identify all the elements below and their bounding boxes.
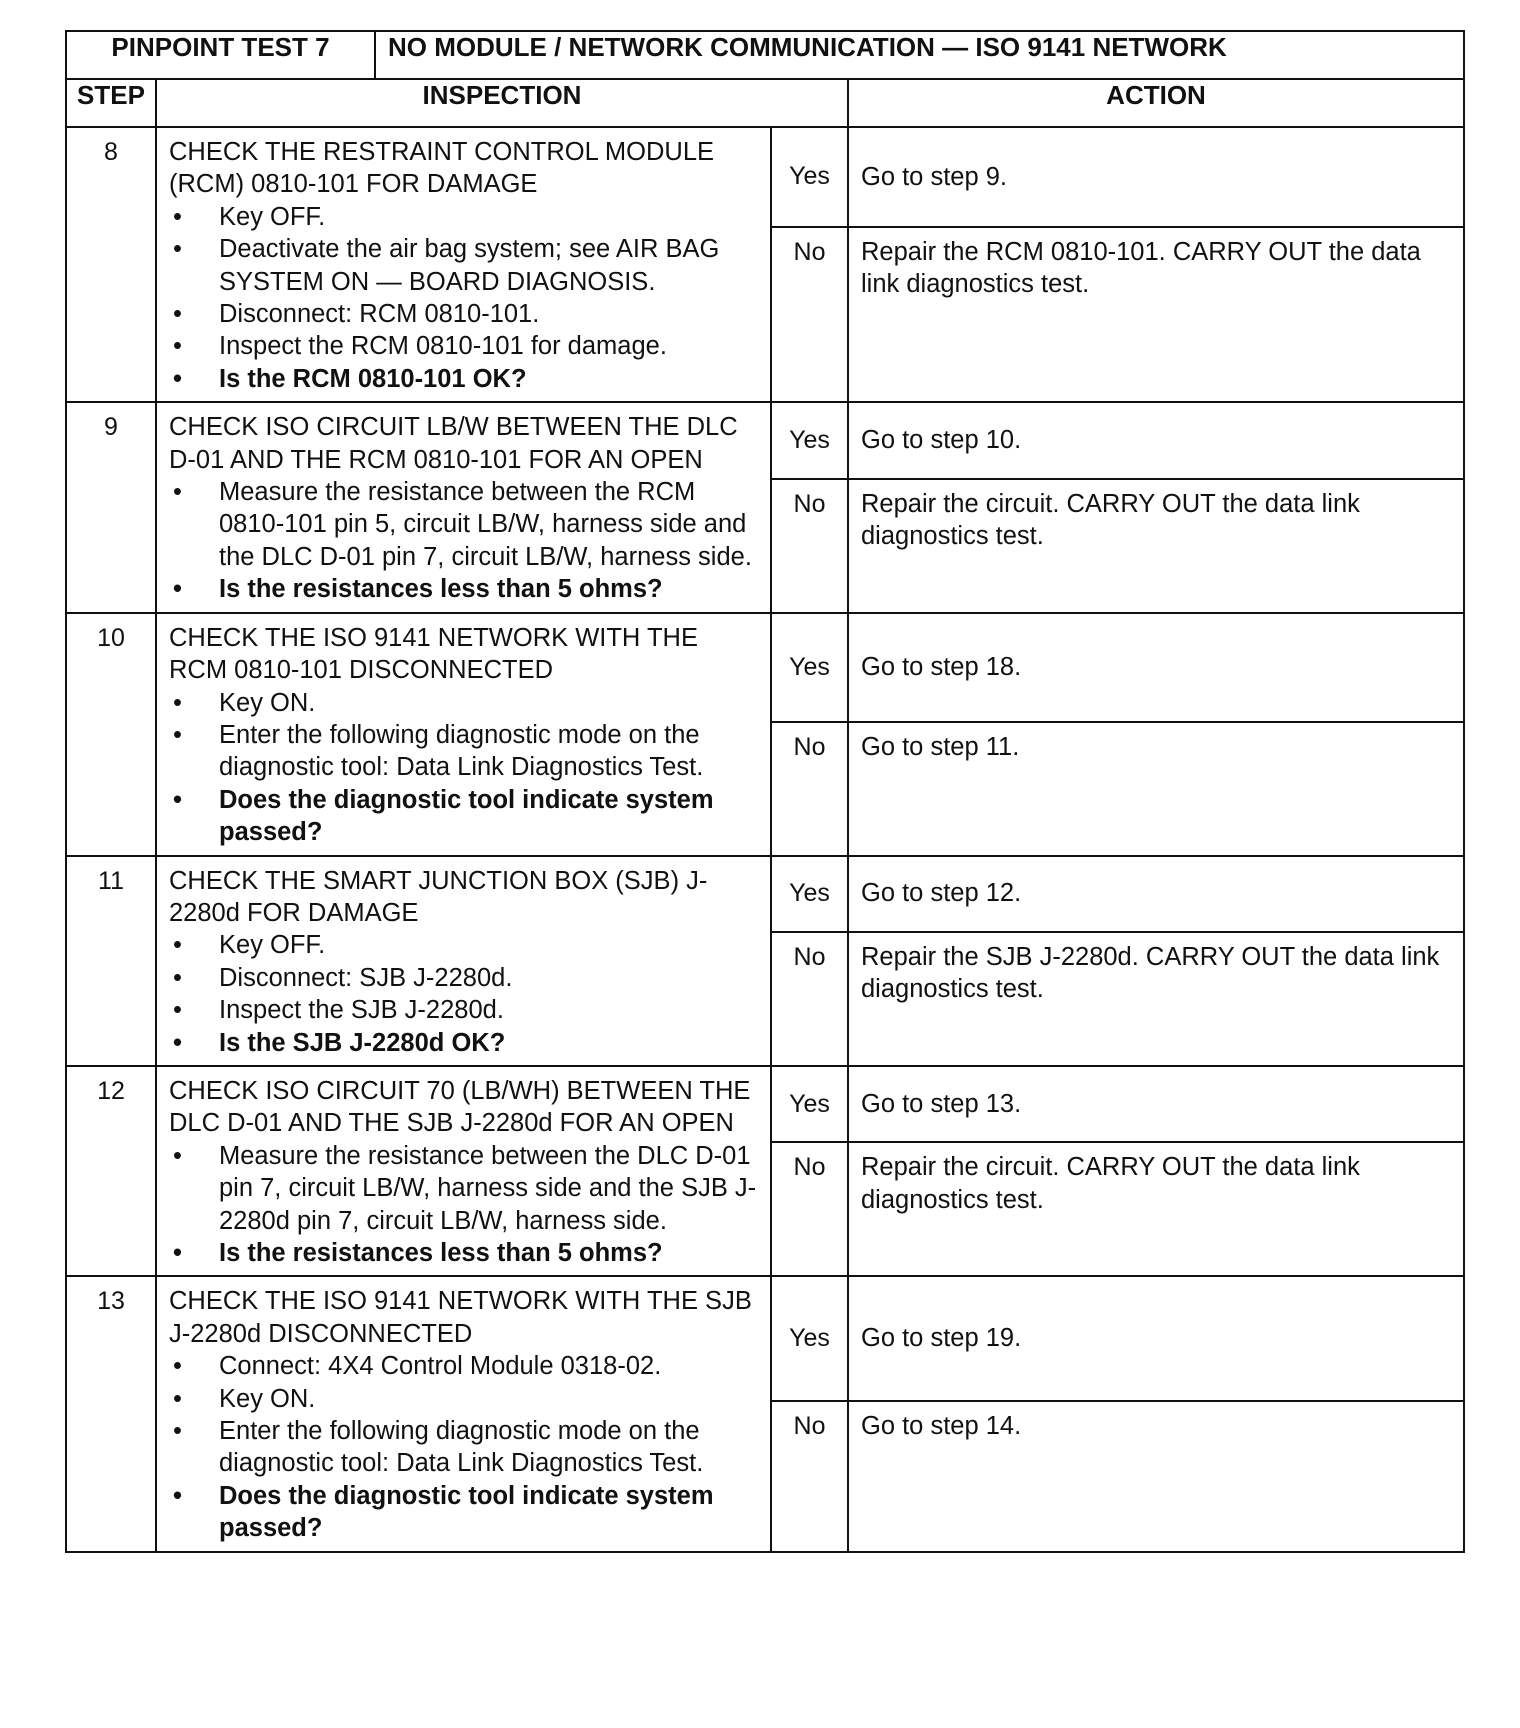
inspection-cell [156,1276,771,1551]
inspection-cell [156,1066,771,1276]
inspection-heading: CHECK THE ISO 9141 NETWORK WITH THE SJB J-2280d DISCONNECTED [169,1287,752,1348]
inspection-heading: CHECK THE RESTRAINT CONTROL MODULE (RCM) 0810-101 FOR DAMAGE [169,138,715,199]
yes-label: Yes [771,613,848,723]
inspection-question: • Does the diagnostic tool indicate system passed? [169,1480,760,1545]
step-number: 11 [66,856,156,1066]
inspection-question: • Does the diagnostic tool indicate system passed? [169,784,760,849]
step-row [66,856,1464,932]
no-action: Repair the circuit. CARRY OUT the data link diagnostics test. [848,479,1464,613]
inspection-bullet: • Inspect the SJB J-2280d. [169,994,760,1026]
yes-label: Yes [771,402,848,478]
yes-action: Go to step 18. [848,613,1464,723]
step-number: 12 [66,1066,156,1276]
inspection-bullet-list [169,929,760,1059]
inspection-bullet-list [169,1350,760,1544]
no-label: No [771,722,848,855]
inspection-bullet: • Inspect the RCM 0810-101 for damage. [169,330,760,362]
inspection-bullet: • Measure the resistance between the RCM 0810-101 pin 5, circuit LB/W, harness side and the DLC D-01 pin 7, circuit LB/W, harness side. [169,476,760,573]
inspection-heading: CHECK THE SMART JUNCTION BOX (SJB) J-2280d FOR DAMAGE [169,866,708,927]
inspection-cell [156,127,771,402]
inspection-bullet-list [169,201,760,395]
inspection-bullet-list [169,476,760,606]
yes-label: Yes [771,127,848,227]
no-label: No [771,227,848,402]
inspection-bullet: • Key ON. [169,687,760,719]
inspection-question: • Is the resistances less than 5 ohms? [169,1237,760,1269]
no-action: Repair the circuit. CARRY OUT the data link diagnostics test. [848,1142,1464,1276]
no-action: Repair the SJB J-2280d. CARRY OUT the data link diagnostics test. [848,932,1464,1066]
inspection-question: • Is the RCM 0810-101 OK? [169,363,760,395]
yes-label: Yes [771,1066,848,1142]
inspection-bullet: • Deactivate the air bag system; see AIR BAG SYSTEM ON — BOARD DIAGNOSIS. [169,233,760,298]
inspection-bullet: • Disconnect: RCM 0810-101. [169,298,760,330]
step-number: 9 [66,402,156,612]
inspection-bullet-list [169,1140,760,1270]
step-row [66,1276,1464,1400]
no-label: No [771,1401,848,1552]
inspection-bullet: • Key OFF. [169,201,760,233]
yes-action: Go to step 19. [848,1276,1464,1400]
step-row [66,613,1464,723]
inspection-bullet: • Connect: 4X4 Control Module 0318-02. [169,1350,760,1382]
yes-label: Yes [771,1276,848,1400]
yes-action: Go to step 10. [848,402,1464,478]
no-action: Repair the RCM 0810-101. CARRY OUT the data link diagnostics test. [848,227,1464,402]
step-number: 8 [66,127,156,402]
inspection-bullet-list [169,687,760,849]
step-number: 10 [66,613,156,856]
inspection-question: • Is the SJB J-2280d OK? [169,1027,760,1059]
inspection-heading: CHECK ISO CIRCUIT 70 (LB/WH) BETWEEN THE DLC D-01 AND THE SJB J-2280d FOR AN OPEN [169,1076,751,1138]
yes-label: Yes [771,856,848,932]
step-number: 13 [66,1276,156,1551]
inspection-bullet: • Enter the following diagnostic mode on the diagnostic tool: Data Link Diagnostics Test. [169,719,760,784]
pinpoint-test-table [65,30,1465,1553]
inspection-cell [156,613,771,856]
inspection-question: • Is the resistances less than 5 ohms? [169,573,760,605]
column-header-step: STEP [66,79,156,127]
inspection-cell [156,402,771,612]
pinpoint-test-title: PINPOINT TEST 7 [66,31,375,79]
inspection-heading: CHECK ISO CIRCUIT LB/W BETWEEN THE DLC D-01 AND THE RCM 0810-101 FOR AN OPEN [169,413,738,474]
no-label: No [771,479,848,613]
no-label: No [771,1142,848,1276]
inspection-bullet: • Enter the following diagnostic mode on the diagnostic tool: Data Link Diagnostics Test. [169,1415,760,1480]
no-action: Go to step 11. [848,722,1464,855]
yes-action: Go to step 12. [848,856,1464,932]
yes-action: Go to step 13. [848,1066,1464,1142]
inspection-bullet: • Key OFF. [169,929,760,961]
inspection-bullet: • Key ON. [169,1383,760,1415]
pinpoint-test-subtitle: NO MODULE / NETWORK COMMUNICATION — ISO 9141 NETWORK [375,31,1464,79]
inspection-heading: CHECK THE ISO 9141 NETWORK WITH THE RCM 0810-101 DISCONNECTED [169,623,698,685]
pinpoint-test-document [65,30,1463,1553]
column-header-inspection: INSPECTION [156,79,848,127]
inspection-bullet: • Disconnect: SJB J-2280d. [169,962,760,994]
yes-action: Go to step 9. [848,127,1464,227]
no-action: Go to step 14. [848,1401,1464,1552]
step-row [66,1066,1464,1142]
header-row [66,31,1464,79]
column-header-row [66,79,1464,127]
step-row [66,127,1464,227]
column-header-action: ACTION [848,79,1464,127]
inspection-bullet: • Measure the resistance between the DLC D-01 pin 7, circuit LB/W, harness side and the SJB J-2280d pin 7, circuit LB/W, harness side. [169,1140,760,1237]
inspection-cell [156,856,771,1066]
no-label: No [771,932,848,1066]
step-row [66,402,1464,478]
